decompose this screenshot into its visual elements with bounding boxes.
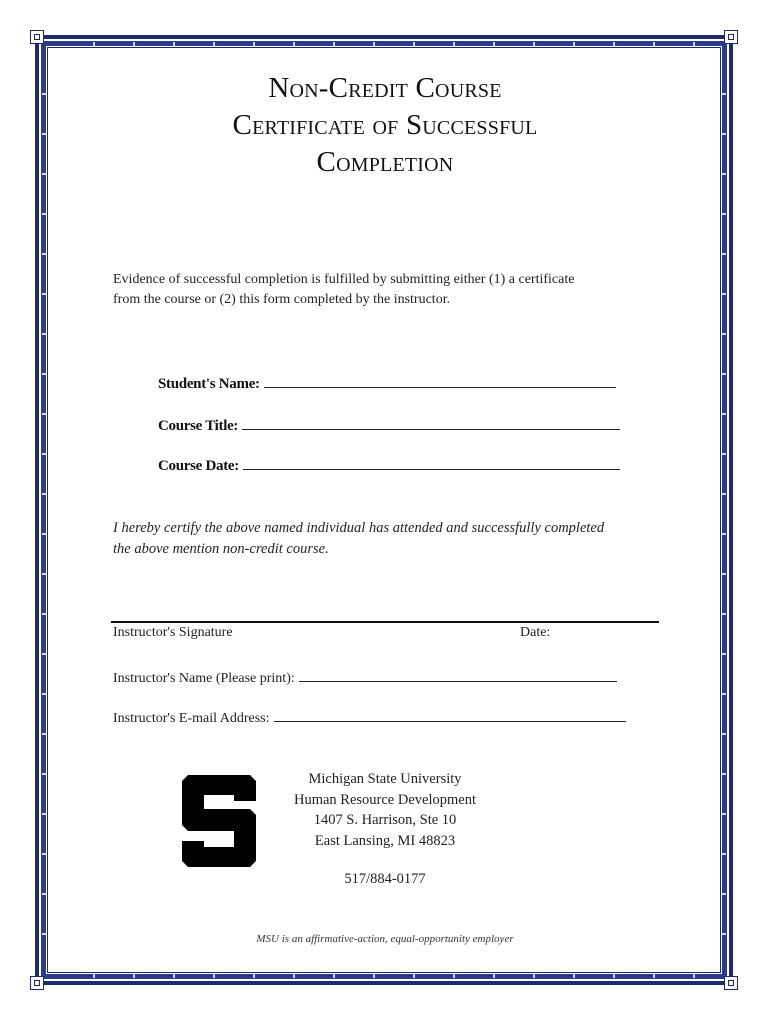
intro-line-2: from the course or (2) this form completed by the instructor. <box>113 292 451 307</box>
student-name-line[interactable] <box>264 373 616 388</box>
address-dept: Human Resource Development <box>293 791 476 808</box>
title-line-2: Certificate of Successful <box>232 109 538 141</box>
course-date-line[interactable] <box>243 455 620 470</box>
address-block <box>270 769 500 851</box>
instructor-email-field[interactable] <box>113 707 626 727</box>
title-line-3: Completion <box>316 146 454 178</box>
border-ticks-right <box>722 55 726 965</box>
signature-line[interactable] <box>111 621 659 623</box>
instructor-name-line[interactable] <box>299 667 617 682</box>
address-org: Michigan State University <box>308 771 462 787</box>
phone-number: 517/884-0177 <box>344 871 426 887</box>
intro-line-1: Evidence of successful completion is fulfilled by submitting either (1) a certificate <box>113 272 575 287</box>
address-street: 1407 S. Harrison, Ste 10 <box>313 812 457 828</box>
certification-statement <box>113 518 673 560</box>
title-line-1: Non-Credit Course <box>268 72 502 104</box>
corner-ornament-bottom-left <box>30 976 44 990</box>
student-name-field[interactable] <box>158 373 616 393</box>
msu-block-s-logo-icon <box>182 775 256 867</box>
corner-ornament-bottom-right <box>724 976 738 990</box>
course-title-label: Course Title: <box>158 418 239 434</box>
instructor-email-label: Instructor's E-mail Address: <box>113 711 270 726</box>
instructor-email-line[interactable] <box>274 707 626 722</box>
instructor-name-field[interactable] <box>113 667 617 687</box>
signature-label: Instructor's Signature <box>113 625 233 640</box>
course-title-field[interactable] <box>158 415 620 435</box>
course-date-field[interactable] <box>158 455 620 475</box>
student-name-label: Student's Name: <box>158 376 260 392</box>
certificate-title <box>100 70 670 181</box>
intro-paragraph <box>113 270 673 310</box>
address-city: East Lansing, MI 48823 <box>314 832 456 849</box>
instructor-name-label: Instructor's Name (Please print): <box>113 671 295 686</box>
footer-note: MSU is an affirmative-action, equal-opportunity employer <box>256 933 514 945</box>
corner-ornament-top-left <box>30 30 44 44</box>
certify-line-2: the above mention non-credit course. <box>113 541 329 557</box>
course-date-label: Course Date: <box>158 458 239 474</box>
corner-ornament-top-right <box>724 30 738 44</box>
border-ticks-bottom <box>55 974 715 978</box>
course-title-line[interactable] <box>242 415 620 430</box>
certify-line-1: I hereby certify the above named individual has attended and successfully completed <box>113 520 605 536</box>
border-ticks-top <box>55 42 715 46</box>
date-label: Date: <box>520 625 551 640</box>
border-ticks-left <box>42 55 46 965</box>
